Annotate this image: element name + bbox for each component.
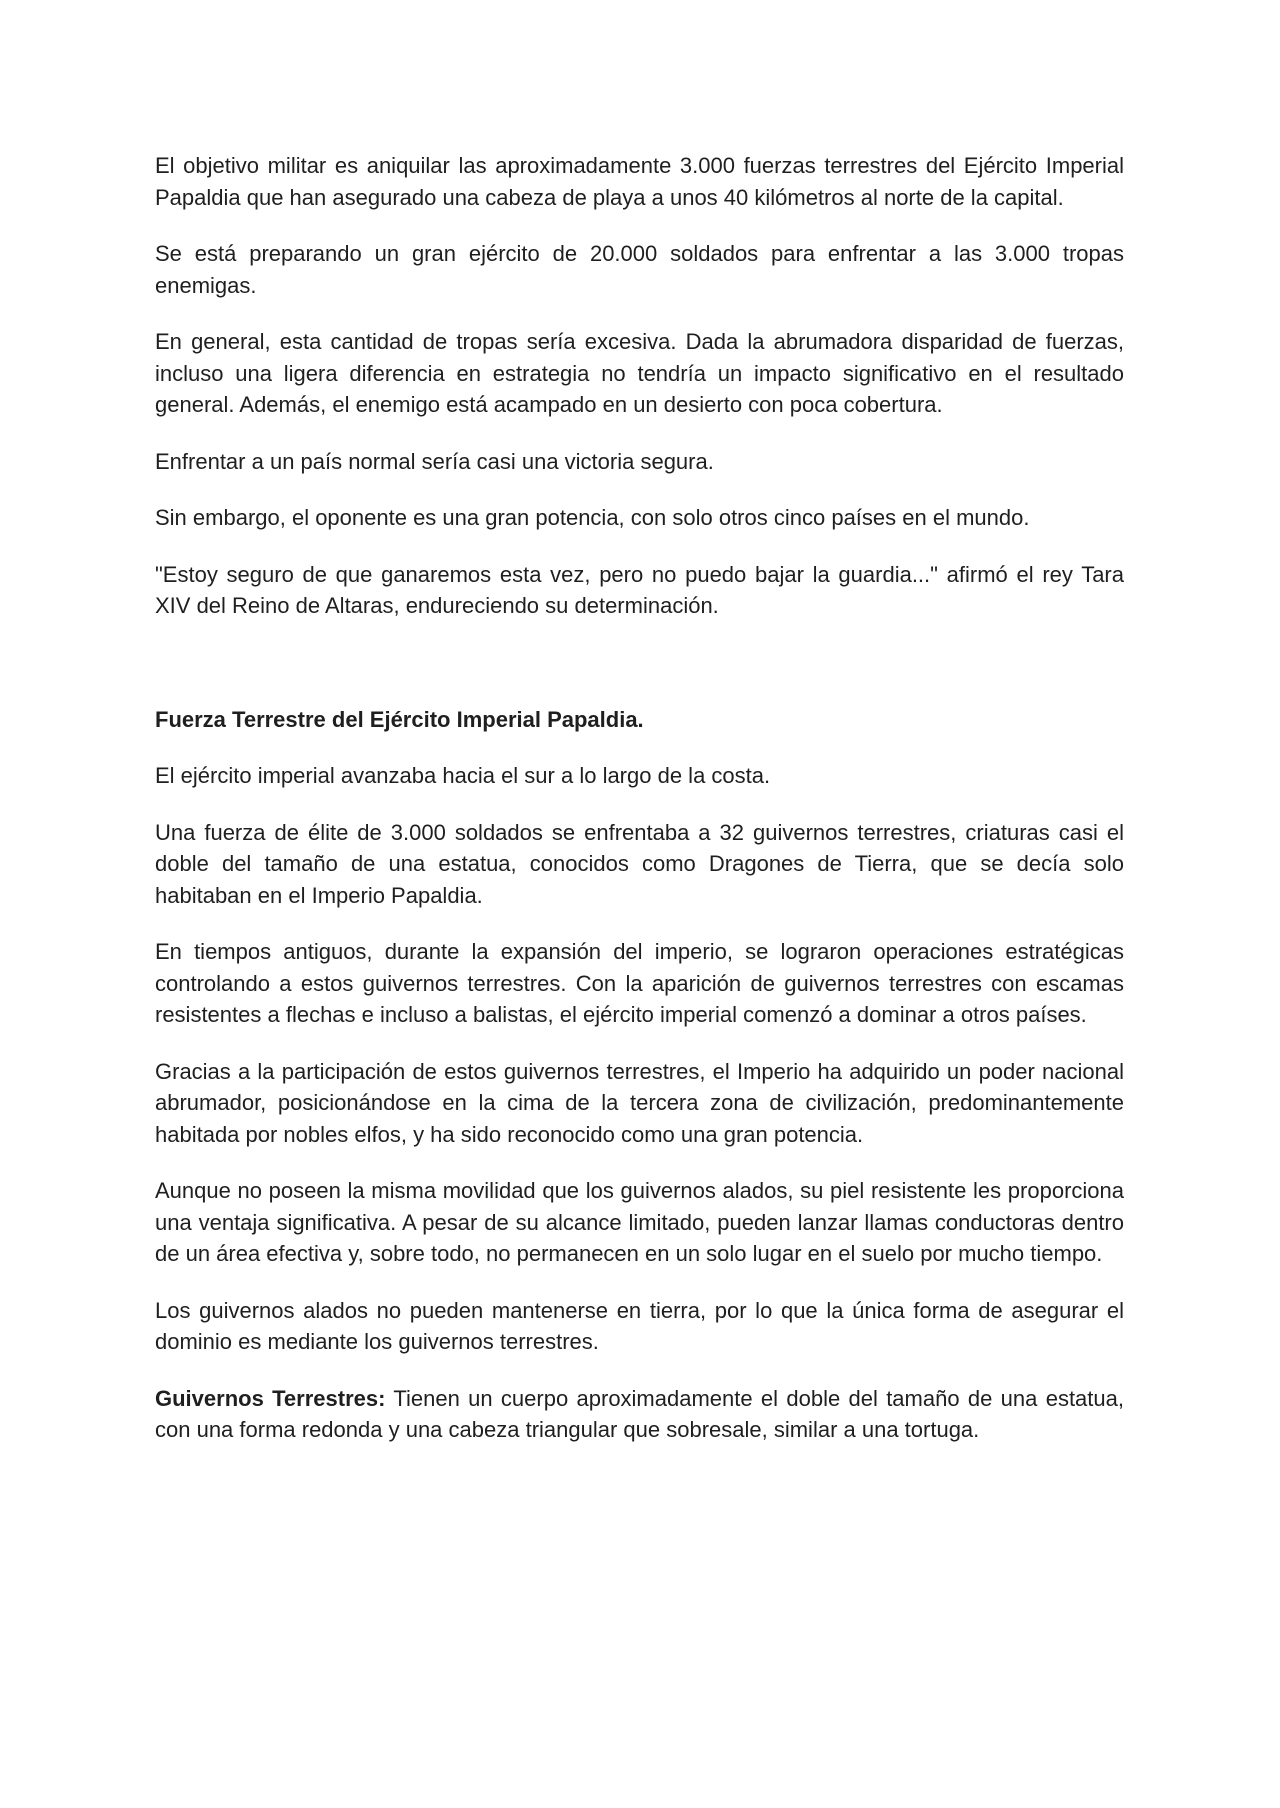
definition-text: Tienen un cuerpo aproximadamente el doble del tamaño de una estatua, con una forma redonda y una cabeza triangular que sobresale, similar a una tortuga. xyxy=(155,1385,1124,1442)
paragraph: El objetivo militar es aniquilar las aproximadamente 3.000 fuerzas terrestres del Ejército Imperial Papaldia que han asegurado una cabeza de playa a unos 40 kilómetros al norte de la capital. xyxy=(155,153,1124,210)
paragraph: El ejército imperial avanzaba hacia el sur a lo largo de la costa. xyxy=(155,763,771,788)
document-body xyxy=(155,150,1124,1471)
paragraph: En tiempos antiguos, durante la expansión del imperio, se lograron operaciones estratégicas controlando a estos guivernos terrestres. Con la aparición de guivernos terrestres con escamas resistentes a flechas e incluso a balistas, el ejército imperial comenzó a dominar a otros países. xyxy=(155,939,1124,1027)
paragraph: Enfrentar a un país normal sería casi una victoria segura. xyxy=(155,448,714,474)
section-spacer xyxy=(155,647,1124,704)
paragraph: "Estoy seguro de que ganaremos esta vez, pero no puedo bajar la guardia..." afirmó el rey Tara XIV del Reino de Altaras, endureciendo su determinación. xyxy=(155,561,1124,618)
definition-paragraph xyxy=(155,1383,1124,1446)
paragraph: Sin embargo, el oponente es una gran potencia, con solo otros cinco países en el mundo. xyxy=(155,505,1030,530)
paragraph: En general, esta cantidad de tropas sería excesiva. Dada la abrumadora disparidad de fuerzas, incluso una ligera diferencia en estrategia no tendría un impacto significativo en el resultado general. Además, el enemigo está acampado en un desierto con poca cobertura. xyxy=(155,329,1124,417)
paragraph: Gracias a la participación de estos guivernos terrestres, el Imperio ha adquirido un poder nacional abrumador, posicionándose en la cima de la tercera zona de civilización, predominantemente habitada por nobles elfos, y ha sido reconocido como una gran potencia. xyxy=(155,1058,1124,1147)
paragraph: Los guivernos alados no pueden mantenerse en tierra, por lo que la única forma de asegurar el dominio es mediante los guivernos terrestres. xyxy=(155,1297,1124,1354)
section-heading: Fuerza Terrestre del Ejército Imperial Papaldia. xyxy=(155,706,644,732)
definition-term: Guivernos Terrestres: xyxy=(155,1385,386,1411)
paragraph: Se está preparando un gran ejército de 20.000 soldados para enfrentar a las 3.000 tropas enemigas. xyxy=(155,241,1124,298)
paragraph: Una fuerza de élite de 3.000 soldados se enfrentaba a 32 guivernos terrestres, criaturas casi el doble del tamaño de una estatua, conocidos como Dragones de Tierra, que se decía solo habitaban en el Imperio Papaldia. xyxy=(155,819,1124,908)
paragraph: Aunque no poseen la misma movilidad que los guivernos alados, su piel resistente les proporciona una ventaja significativa. A pesar de su alcance limitado, pueden lanzar llamas conductoras dentro de un área efectiva y, sobre todo, no permanecen en un solo lugar en el suelo por mucho tiempo. xyxy=(155,1178,1124,1266)
